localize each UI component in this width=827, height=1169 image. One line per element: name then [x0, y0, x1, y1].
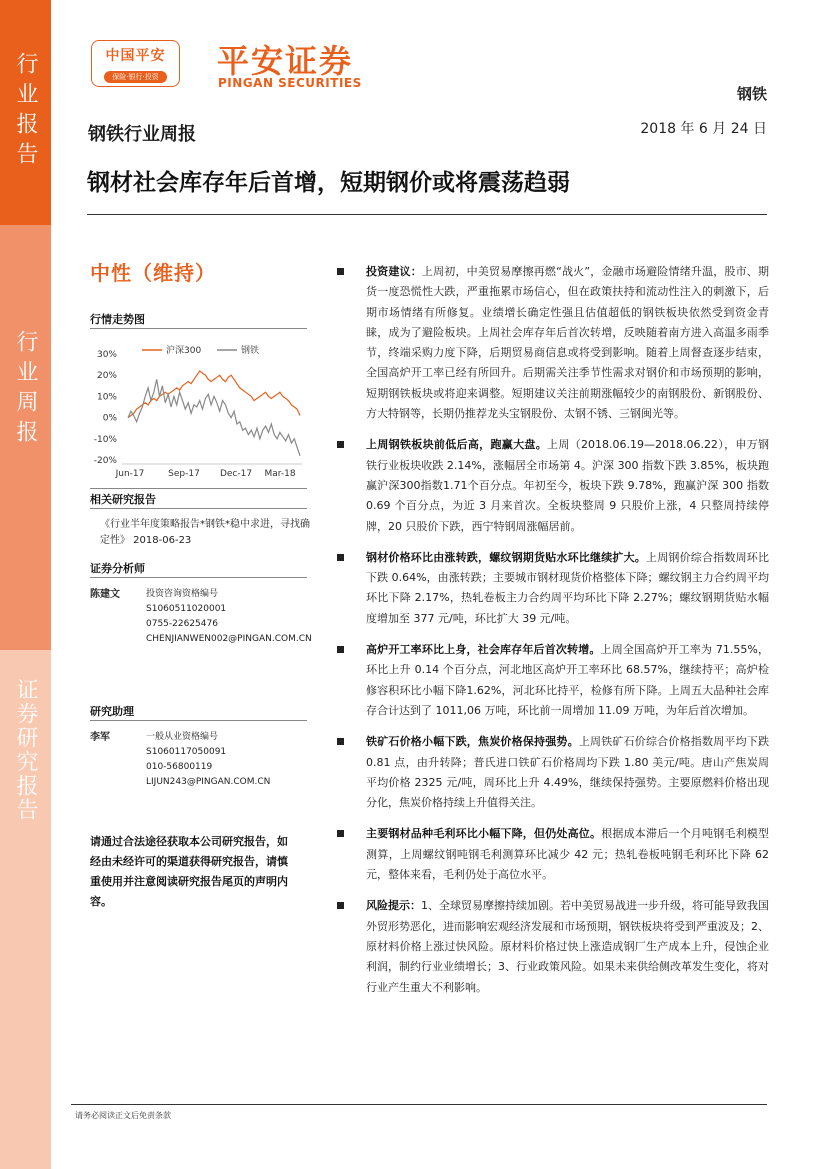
market-trend-svg — [90, 338, 308, 486]
key-point-text: 上周初，中美贸易摩擦再燃“战火”，金融市场避险情绪升温，股市、期货一度恐慌性大跌，严重拖累市场信心，但在政策扶持和流动性注入的刺激下，后期市场情绪有所修复。业绩增长确定性强且估值超低的钢铁板块依然受到资金青睐，成为了避险板块。上周社会库存年后首次转增，反映随着南方进入高温多雨季节，终端采购力度下降，后期贸易商信息或将受到影响。随着上周督查逐步结束，全国高炉开工率已经有所回升。后期需关注季节性需求对钢价和市场预期的影响，短期钢铁板块或将迎来调整。短期建议关注前期涨幅较少的南钢股份、新钢股份、方大特钢等，长期仍推荐龙头宝钢股份、太钢不锈、三钢闽光等。 — [366, 265, 769, 421]
assistant-phone: 010-56800119 — [146, 762, 213, 772]
ping-an-securities-logo: 平安证券 — [217, 42, 354, 80]
key-point-item — [337, 896, 769, 997]
logo-box-sub-text: 保险·银行·投资 — [104, 71, 166, 83]
y-tick-label: 0% — [102, 413, 117, 424]
bullet-square-icon — [337, 554, 344, 561]
series-line-steel — [128, 379, 300, 455]
bullet-square-icon — [337, 646, 344, 653]
key-points-list — [337, 262, 769, 1009]
key-point-lead: 高炉开工率环比上身，社会库存年后首次转增。 — [366, 643, 601, 657]
title-divider — [87, 214, 767, 215]
y-tick-label: -20% — [93, 456, 117, 466]
report-date: 2018 年 6 月 24 日 — [640, 121, 767, 137]
key-point-text: 上周（2018.06.19—2018.06.22），申万钢铁行业板块收跌 2.14%，涨幅居全市场第 4。沪深 300 指数下跌 3.85%，板块跑赢沪深300指数1.71个百分点。年初至今，板块下跌 9.78%，跑赢沪深 300 指数 0.69 个百分点，为近 3 月来首次。全板块整周 9 只股价上涨，4 只整周持续停牌，20 只股价下跌，西宁特钢周涨幅居前。 — [366, 438, 770, 533]
footer-divider — [71, 1104, 767, 1105]
logo-box-main-text: 中国平安 — [105, 47, 166, 64]
bullet-square-icon — [337, 738, 344, 745]
x-tick-label: Mar-18 — [264, 469, 296, 479]
key-point-item — [337, 435, 769, 536]
analyst-email[interactable]: CHENJIANWEN002@PINGAN.COM.CN — [146, 634, 312, 644]
section-divider — [90, 720, 307, 721]
industry-label: 钢铁 — [736, 85, 767, 103]
series-line-hs300 — [128, 371, 300, 418]
key-point-lead: 铁矿石价格小幅下跌，焦炭价格保持强势。 — [366, 735, 579, 749]
key-point-lead: 投资建议： — [366, 265, 422, 278]
assistant-email[interactable]: LIJUN243@PINGAN.COM.CN — [146, 777, 271, 787]
chart-heading: 行情走势图 — [90, 313, 145, 326]
x-tick-label: Dec-17 — [219, 469, 253, 479]
analyst-heading: 证券分析师 — [90, 562, 145, 575]
section-divider — [90, 577, 307, 578]
side-band-label: 行业报告 — [13, 52, 38, 172]
side-band-label: 行业周报 — [13, 330, 38, 450]
assistant-block — [90, 730, 315, 795]
key-point-item — [337, 262, 769, 424]
related-report-item[interactable]: 《行业半年度策略报告*钢铁*稳中求进，寻找确定性》 2018-06-23 — [100, 519, 310, 546]
x-tick-label: Jun-17 — [115, 469, 145, 479]
market-trend-chart — [90, 338, 308, 486]
key-point-text: 上周铁矿石价综合价格指数周平均下跌 0.81 点，由升转降；普氏进口铁矿石价格周均下跌 1.80 美元/吨。唐山产焦炭周平均价格 2325 元/吨，周环比上升 4.49%，继续保持强势。主要原燃料价格出现分化，焦炭价格持续上升值得关注。 — [366, 735, 770, 810]
assistant-name: 李军 — [90, 732, 110, 743]
y-tick-label: 20% — [96, 371, 117, 382]
analyst-cert-label: 投资咨询资格编号 — [146, 589, 219, 599]
section-divider — [90, 508, 307, 509]
ping-an-securities-logo-en: PINGAN SECURITIES — [218, 76, 362, 90]
legend-label: 沪深300 — [166, 346, 202, 356]
key-point-text: 上周钢价综合指数周环比下跌 0.64%，由涨转跌；主要城市钢材现货价格整体下降；螺纹钢主力合约周平均环比下降 2.17%，热轧卷板主力合约周平均环比下降 2.27%；螺纹钢期货贴水幅度增加至 377 元/吨，环比扩大 39 元/吨。 — [366, 550, 769, 625]
assistant-info — [146, 730, 316, 790]
bullet-square-icon — [337, 830, 344, 837]
section-divider — [90, 328, 307, 329]
key-point-lead: 钢材价格环比由涨转跌，螺纹钢期货贴水环比继续扩大。 — [366, 550, 646, 564]
assistant-heading: 研究助理 — [90, 705, 134, 718]
key-point-text: 1、全球贸易摩擦持续加剧。若中美贸易战进一步升级，将可能导致我国外贸形势恶化，进而影响宏观经济发展和市场预期，钢铁板块将受到严重波及；2、原材料价格上涨过快风险。原材料价格过快上涨造成钢厂生产成本上升，侵蚀企业利润，制约行业业绩增长；3、行业政策风险。如果未来供给侧改革发生变化，将对行业产生重大不利影响。 — [366, 899, 769, 994]
section-divider — [90, 488, 307, 489]
analyst-cert-number: S1060511020001 — [146, 604, 227, 614]
key-point-item — [337, 640, 769, 721]
analyst-block — [90, 587, 315, 667]
related-reports-heading: 相关研究报告 — [90, 493, 156, 506]
bullet-square-icon — [337, 441, 344, 448]
assistant-cert-number: S1060117050091 — [146, 747, 227, 757]
footer-text: 请务必阅读正文后免责条款 — [75, 1111, 171, 1120]
legend-label: 钢铁 — [241, 346, 260, 356]
y-tick-label: 30% — [96, 350, 117, 360]
assistant-cert-label: 一般从业资格编号 — [146, 732, 219, 742]
key-point-text: 上周全国高炉开工率为 71.55%，环比上升 0.14 个百分点，河北地区高炉开工率环比 68.57%，继续持平；高炉检修容积环比小幅下降1.62%，河北环比持平，检修有所下降。上周五大品种社会库存合计达到了 1011,06 万吨，环比前一周增加 11.09 万吨，为年后首次增加。 — [366, 643, 769, 717]
bullet-square-icon — [337, 268, 344, 275]
rating-label: 中性（维持） — [90, 261, 216, 285]
side-band-research — [0, 650, 51, 1169]
page-title: 钢材社会库存年后首增，短期钢价或将震荡趋弱 — [87, 170, 570, 196]
key-point-item — [337, 732, 769, 813]
key-point-lead: 主要钢材品种毛利环比小幅下降，但仍处高位。 — [366, 827, 602, 841]
y-tick-label: -10% — [93, 434, 117, 445]
key-point-text: 根据成本滞后一个月吨钢毛利模型测算，上周螺纹钢吨钢毛利测算环比减少 42 元；热轧卷板吨钢毛利环比下降 62 元，整体来看，毛利仍处于高位水平。 — [366, 827, 770, 882]
key-point-lead: 风险提示： — [366, 899, 421, 913]
side-band-weekly — [0, 225, 51, 650]
report-type: 钢铁行业周报 — [88, 124, 196, 145]
ping-an-group-logo — [91, 40, 180, 87]
key-point-item — [337, 548, 769, 629]
bullet-square-icon — [337, 902, 344, 909]
analyst-name: 陈建文 — [90, 589, 120, 600]
analyst-info — [146, 587, 316, 647]
analyst-phone: 0755-22625476 — [146, 619, 218, 629]
side-band-report — [0, 0, 51, 225]
key-point-lead: 上周钢铁板块前低后高，跑赢大盘。 — [366, 438, 548, 452]
y-tick-label: 10% — [96, 392, 117, 403]
side-band-label: 证券研究报告 — [13, 678, 38, 822]
disclaimer-text: 请通过合法途径获取本公司研究报告，如经由未经许可的渠道获得研究报告，请慎重使用并注意阅读研究报告尾页的声明内容。 — [90, 835, 288, 908]
x-tick-label: Sep-17 — [168, 469, 200, 479]
key-point-item — [337, 824, 769, 885]
